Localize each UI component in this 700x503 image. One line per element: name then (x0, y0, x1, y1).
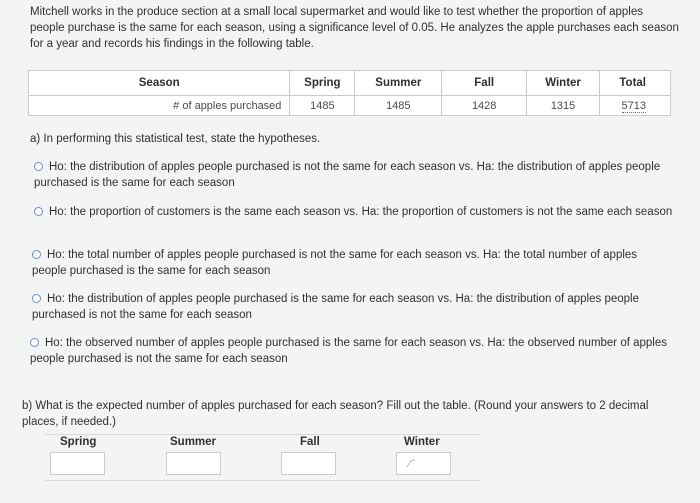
cell-fall: 1428 (442, 96, 527, 116)
answer-header-winter: Winter (404, 436, 440, 448)
cell-spring: 1485 (290, 96, 355, 116)
option-text: Ho: the distribution of apples people purchased is not the same for each season vs. Ha: the distribution of apples people purchased is the same for each season (34, 161, 661, 189)
hypothesis-option-2[interactable] (34, 204, 674, 220)
header-total: Total (600, 71, 671, 96)
option-text: Ho: the observed number of apples people purchased is the same for each season vs. Ha: the observed number of apples people purchased is not the same for each season (30, 337, 668, 365)
apple-purchases-table (28, 70, 671, 116)
expected-winter-input[interactable] (396, 452, 451, 475)
answer-table-bottom-border (45, 480, 480, 481)
radio-button[interactable] (34, 207, 43, 216)
hypothesis-option-4[interactable] (32, 291, 672, 323)
answer-header-spring: Spring (60, 436, 97, 448)
radio-button[interactable] (30, 338, 39, 347)
answer-header-summer: Summer (170, 436, 217, 448)
header-season: Season (29, 71, 290, 96)
option-text: Ho: the proportion of customers is the same each season vs. Ha: the proportion of customers is not the same each season (49, 206, 673, 218)
header-fall: Fall (442, 71, 527, 96)
cell-summer: 1485 (355, 96, 442, 116)
text-cursor-icon (406, 458, 416, 468)
expected-summer-input[interactable] (166, 452, 221, 475)
option-text: Ho: the distribution of apples people purchased is the same for each season vs. Ha: the distribution of apples people purchased is not the same for each season (32, 293, 639, 321)
radio-button[interactable] (32, 250, 41, 259)
header-winter: Winter (527, 71, 600, 96)
answer-table-top-border (45, 434, 480, 435)
row-label: # of apples purchased (29, 96, 290, 116)
expected-fall-input[interactable] (281, 452, 336, 475)
radio-button[interactable] (34, 162, 43, 171)
table-header-row (29, 71, 671, 96)
radio-button[interactable] (32, 294, 41, 303)
table-row (29, 96, 671, 116)
hypothesis-option-5[interactable] (30, 335, 670, 367)
total-value: 5713 (621, 99, 646, 112)
part-b-question: b) What is the expected number of apples purchased for each season? Fill out the table. (Round your answers to 2 decimal places, if needed.) (22, 400, 649, 428)
cell-total (600, 96, 671, 116)
header-summer: Summer (355, 71, 442, 96)
hypothesis-option-1[interactable] (34, 159, 674, 191)
problem-intro: Mitchell works in the produce section at a small local supermarket and would like to test whether the proportion of apples people purchase is the same for each season, using a significance level of 0.05. He analyzes the apple purchases each season for a year and records his findings in the following table. (30, 6, 679, 50)
option-text: Ho: the total number of apples people purchased is not the same for each season vs. Ha: the total number of apples people purchased is the same for each season (32, 249, 638, 277)
expected-spring-input[interactable] (50, 452, 105, 475)
answer-header-fall: Fall (300, 436, 320, 448)
part-a-question: a) In performing this statistical test, state the hypotheses. (30, 133, 321, 145)
hypothesis-option-3[interactable] (32, 247, 672, 279)
header-spring: Spring (290, 71, 355, 96)
cell-winter: 1315 (527, 96, 600, 116)
